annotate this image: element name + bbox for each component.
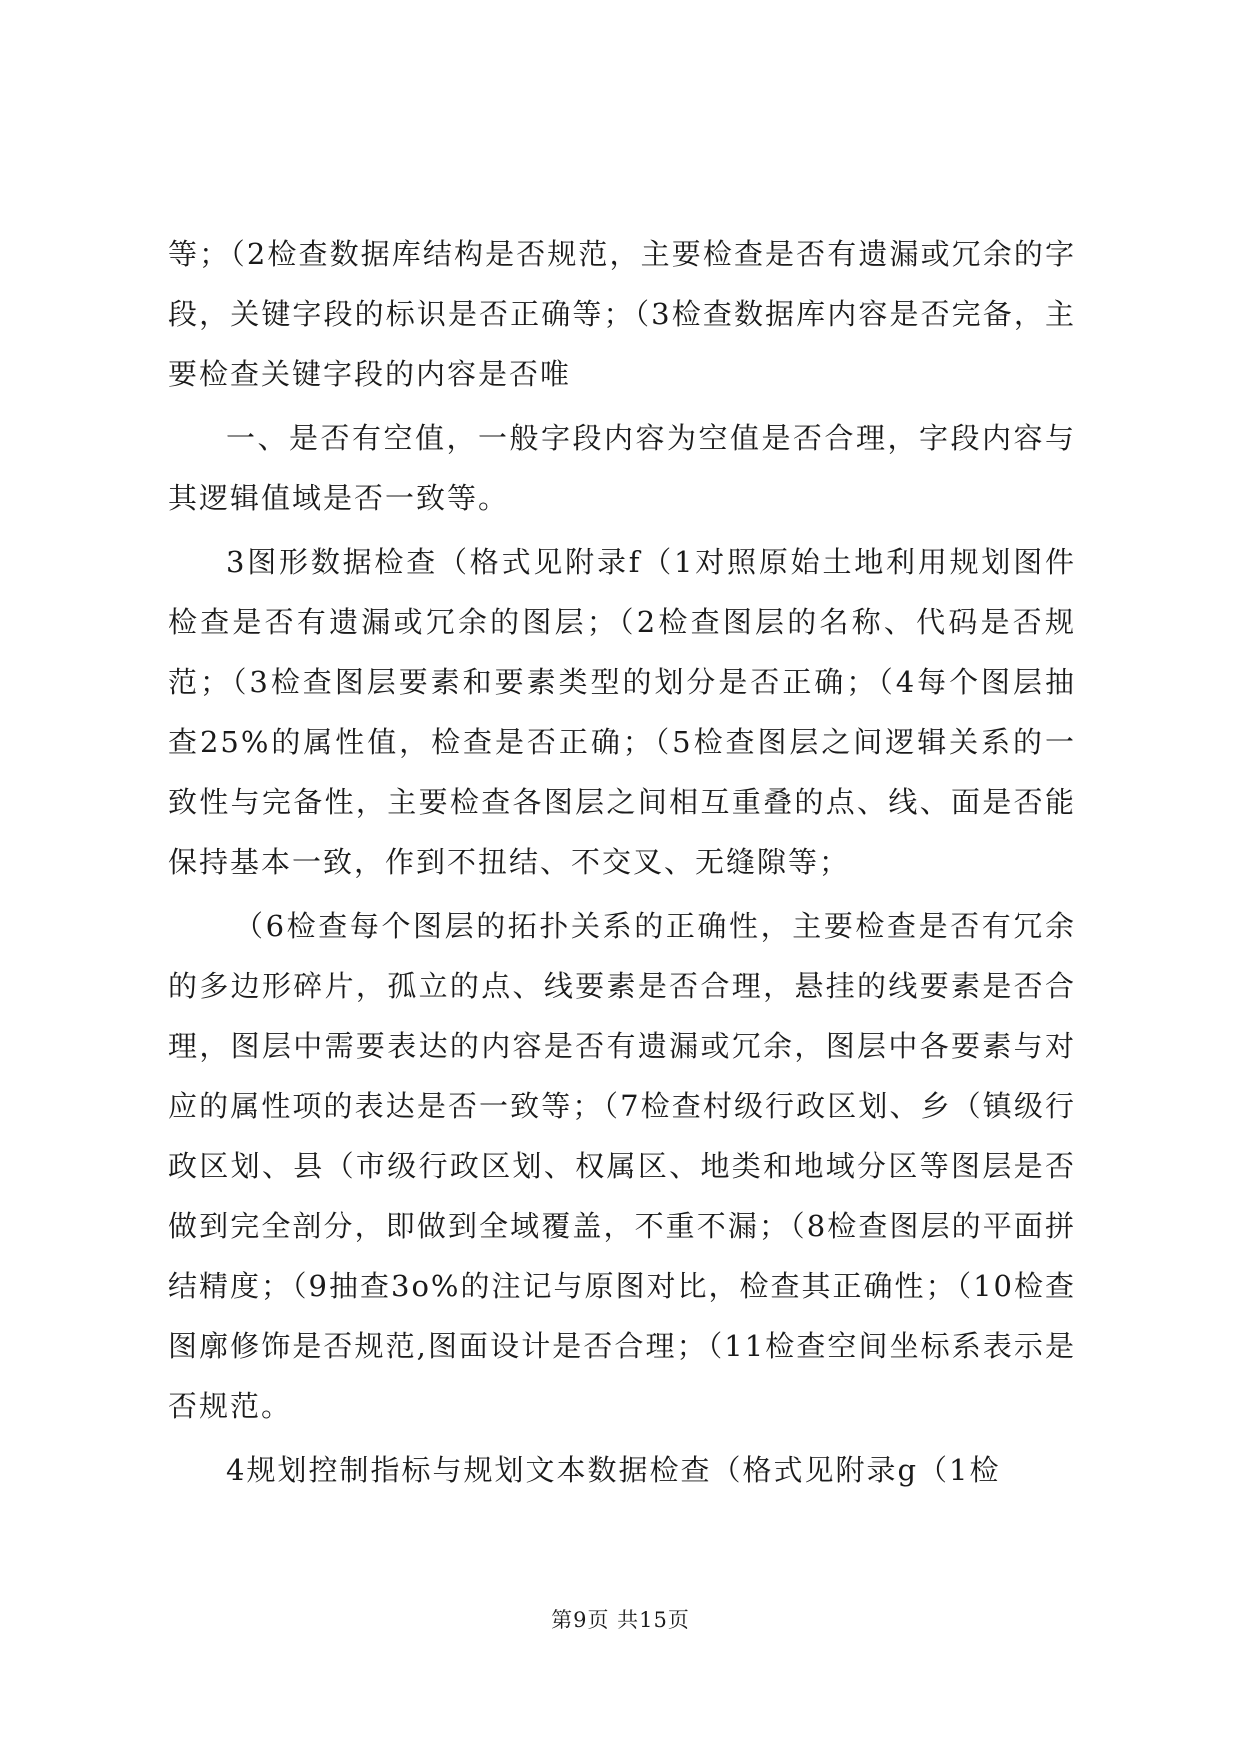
page-number-footer: 第9页 共15页 <box>551 1608 690 1632</box>
paragraph-graphic-data-check: 3图形数据检查（格式见附录f（1对照原始土地利用规划图件检查是否有遗漏或冗余的图层；（2检查图层的名称、代码是否规范；（3检查图层要素和要素类型的划分是否正确；（4每个图层抽查25%的属性值，检查是否正确；（5检查图层之间逻辑关系的一致性与完备性，主要检查各图层之间相互重叠的点、线、面是否能保持基本一致，作到不扭结、不交叉、无缝隙等； <box>168 545 1076 879</box>
paragraph-database-check-continued: 等；（2检查数据库结构是否规范，主要检查是否有遗漏或冗余的字段，关键字段的标识是否正确等；（3检查数据库内容是否完备，主要检查关键字段的内容是否唯 <box>168 237 1076 391</box>
paragraph-planning-indicator-check: 4规划控制指标与规划文本数据检查（格式见附录g（1检 <box>226 1453 1001 1487</box>
document-body <box>168 224 1076 1500</box>
paragraph-null-value-check: 一、是否有空值，一般字段内容为空值是否合理，字段内容与其逻辑值域是否一致等。 <box>168 421 1076 515</box>
paragraph-topology-check: （6检查每个图层的拓扑关系的正确性，主要检查是否有冗余的多边形碎片，孤立的点、线要素是否合理，悬挂的线要素是否合理，图层中需要表达的内容是否有遗漏或冗余，图层中各要素与对应的属性项的表达是否一致等；（7检查村级行政区划、乡（镇级行政区划、县（市级行政区划、权属区、地类和地域分区等图层是否做到完全剖分，即做到全域覆盖，不重不漏；（8检查图层的平面拼结精度；（9抽查3o%的注记与原图对比，检查其正确性；（10检查图廓修饰是否规范,图面设计是否合理；（11检查空间坐标系表示是否规范。 <box>168 909 1076 1423</box>
